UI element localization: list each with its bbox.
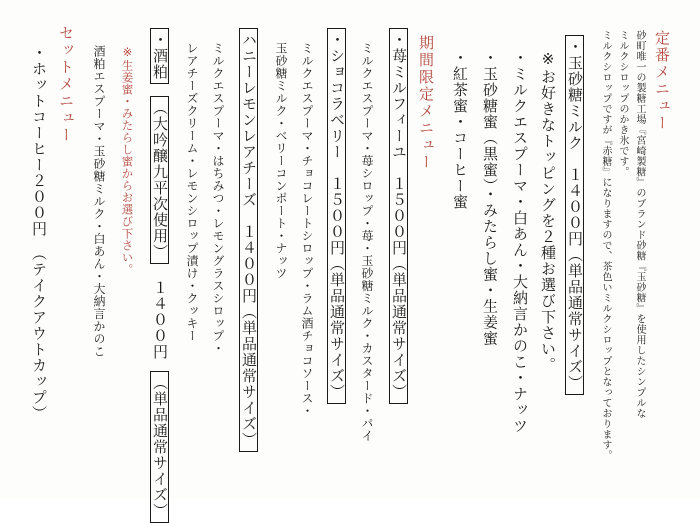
topping-line-3: ・紅茶蜜・コーヒー蜜: [451, 50, 469, 210]
tamazato-milk-box: [565, 35, 584, 395]
chocolat-berry-size: （単品通常サイズ）: [328, 256, 346, 400]
strawberry-millefeuille-size: （単品通常サイズ）: [390, 256, 408, 400]
set-menu-heading: セットメニュー: [57, 25, 75, 144]
sake-kasu-size: （単品通常サイズ）: [151, 375, 169, 520]
chocolat-berry-desc-line-2: 玉砂糖ミルク・ベリーコンポート・ナッツ: [274, 42, 288, 280]
honey-lemon-size: （単品通常サイズ）: [240, 304, 258, 448]
limited-menu-heading: 期間限定メニュー: [417, 35, 435, 171]
sake-kasu-desc: 酒粕エスプーマ・玉砂糖ミルク・白あん・大納言かのこ: [92, 45, 106, 358]
regular-description-line-3: ミルクシロップですが『赤糖』になりますので、茶色いミルクシロップとなっております。: [600, 30, 611, 461]
strawberry-millefeuille-desc: ミルクエスプーマ・苺シロップ・苺・玉砂糖ミルク・カスタード・パイ: [360, 42, 374, 442]
tamazato-milk-name: ・玉砂糖ミルク １４００円: [566, 39, 584, 247]
chocolat-berry-desc-line-1: ミルクエスプーマ・チョコレートシロップ・ラム酒チョコソース・: [300, 42, 314, 417]
sake-kasu-detail: （大吟醸九平次使用）: [151, 99, 169, 260]
limited-item-1-box: [389, 28, 408, 404]
strawberry-millefeuille-box: [389, 28, 408, 404]
honey-lemon-desc-line-2: レアチーズクリーム・レモンシロップ漬け・クッキー: [185, 42, 199, 342]
honey-lemon-box: [239, 28, 258, 452]
limited-item-3-box: [239, 28, 258, 452]
sake-kasu-detail-box: [150, 96, 169, 264]
regular-menu-heading: 定番メニュー: [653, 30, 671, 132]
regular-description-line-1: 砂町唯一の製糖工場『宮崎製糖』のブランド砂糖『玉砂糖』を使用したシンプルな: [634, 30, 645, 419]
chocolat-berry-box: [327, 28, 346, 404]
hot-coffee-item: ・ホットコーヒー２００円 （テイクアウトカップ）: [30, 45, 48, 422]
sake-kasu-box: [150, 28, 169, 84]
topping-line-2: ・玉砂糖蜜（黒蜜）・みたらし蜜・生姜蜜: [481, 50, 499, 347]
regular-item-box: [565, 35, 584, 395]
strawberry-millefeuille-name: ・苺ミルフィーユ １５００円: [390, 32, 408, 256]
tamazato-milk-size: （単品通常サイズ）: [566, 247, 584, 391]
sake-kasu-price: １４００円: [151, 279, 169, 360]
topping-note: ※お好きなトッピングを２種お選び下さい。: [539, 50, 557, 373]
limited-item-4-box: [150, 28, 169, 523]
sake-kasu-size-box: [150, 371, 169, 523]
topping-line-1: ・ミルクエスプーマ・白あん・大納言かのこ・ナッツ: [511, 50, 529, 434]
honey-lemon-name: ハニーレモンレアチーズ １４００円: [240, 32, 258, 304]
regular-description-line-2: ミルクシロップのかき氷です。: [617, 30, 628, 177]
chocolat-berry-name: ・ショコラベリー １５００円: [328, 32, 346, 256]
sake-kasu-note: ※生姜蜜・みたらし蜜からお選び下さい。: [120, 45, 135, 276]
honey-lemon-desc-line-1: ミルクエスプーマ・はちみつ・レモングラスシロップ・: [211, 42, 225, 355]
sake-kasu-name: ・酒粕: [151, 32, 169, 80]
limited-item-2-box: [327, 28, 346, 404]
